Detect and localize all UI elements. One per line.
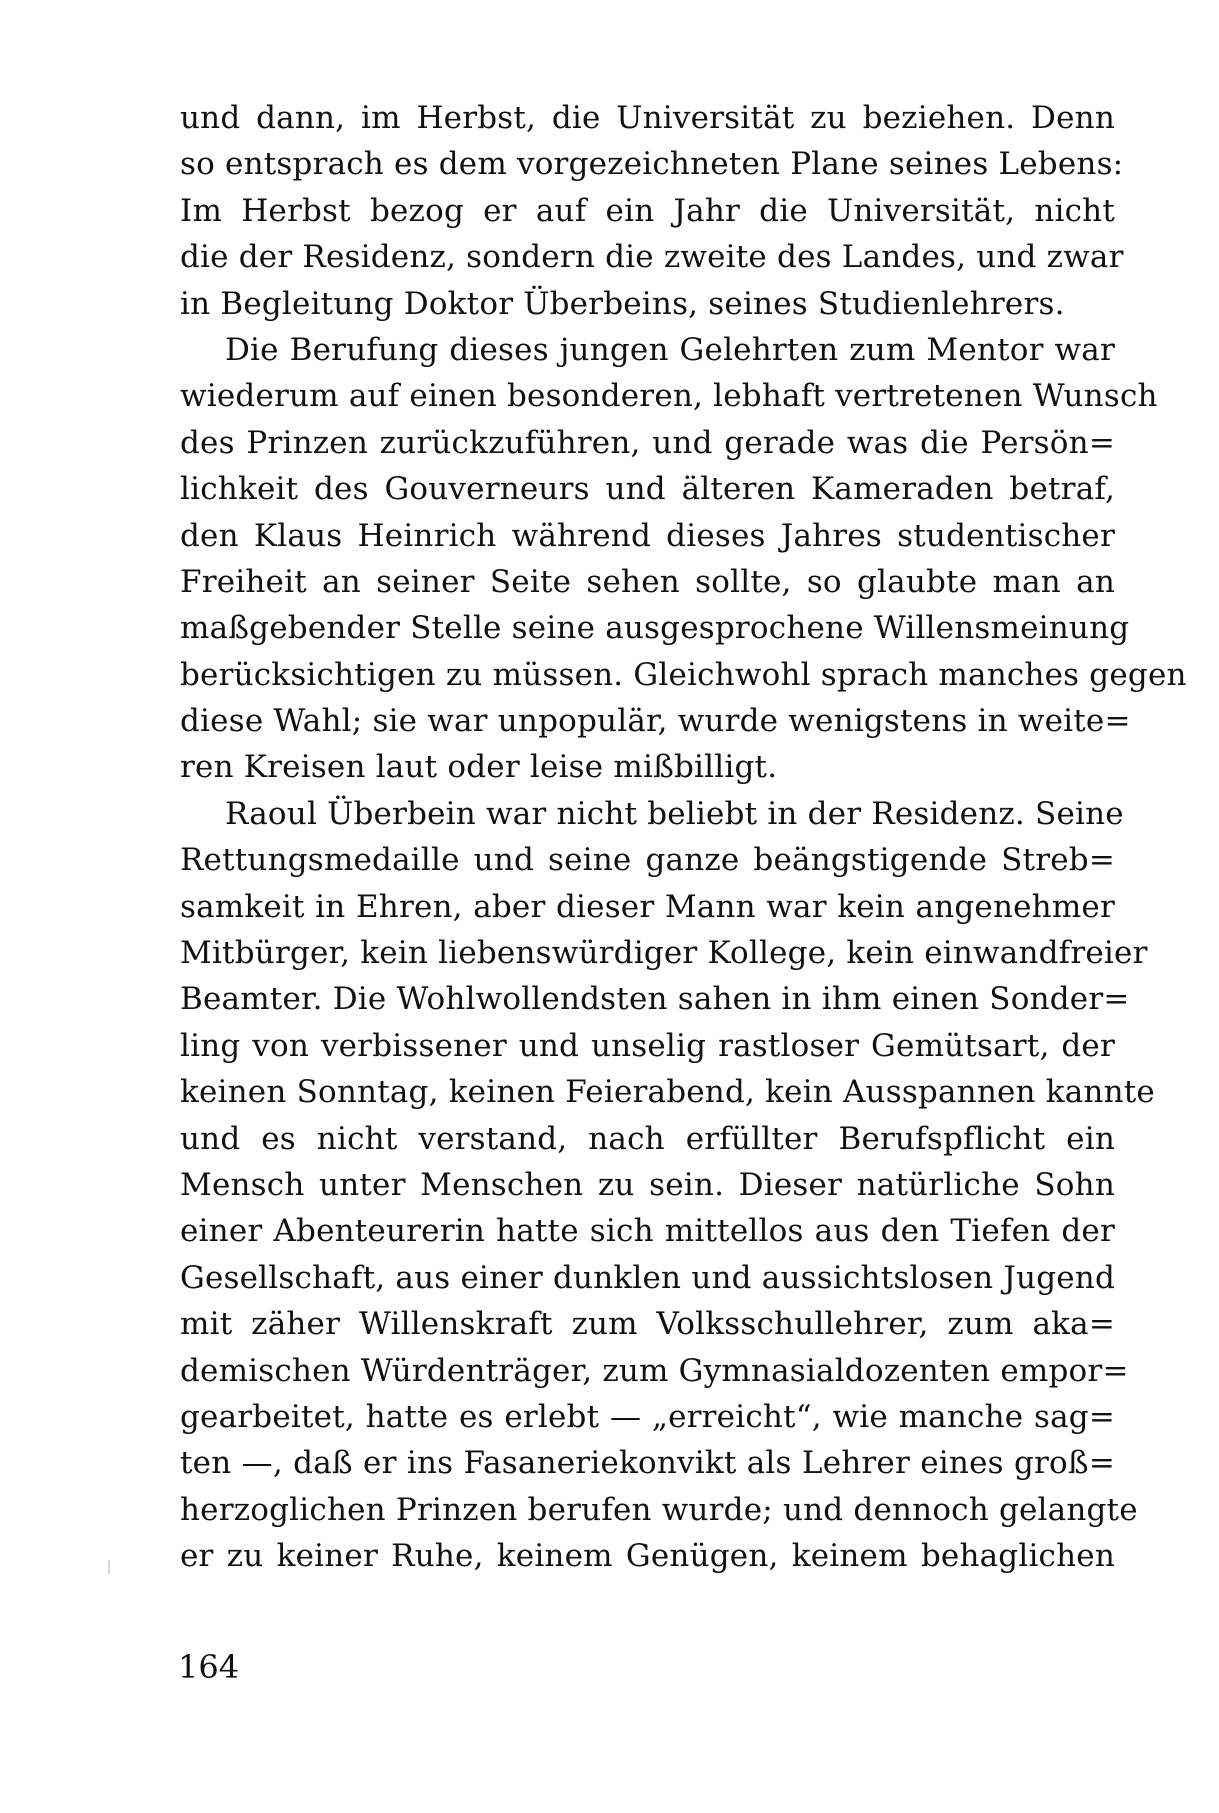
text-line: lichkeit des Gouverneurs und älteren Kameraden betraf,	[180, 471, 1115, 508]
text-line: Freiheit an seiner Seite sehen sollte, so glaubte man an	[180, 563, 1115, 600]
text-line: Mitbürger, kein liebenswürdiger Kollege, kein einwandfreier	[180, 935, 1148, 972]
scan-mark	[108, 1560, 110, 1574]
text-line: demischen Würdenträger, zum Gymnasialdozenten empor=	[180, 1352, 1129, 1389]
text-line: herzoglichen Prinzen berufen wurde; und dennoch gelangte	[180, 1491, 1138, 1528]
text-line: und dann, im Herbst, die Universität zu beziehen. Denn	[180, 100, 1115, 136]
text-line: keinen Sonntag, keinen Feierabend, kein Ausspannen kannte	[180, 1074, 1155, 1111]
text-line: samkeit in Ehren, aber dieser Mann war kein angenehmer	[180, 888, 1115, 925]
text-line: er zu keiner Ruhe, keinem Genügen, keinem behaglichen	[180, 1538, 1115, 1575]
page-number: 164	[178, 1648, 240, 1686]
text-line: Raoul Überbein war nicht beliebt in der Residenz. Seine	[225, 795, 1124, 832]
text-line: die der Residenz, sondern die zweite des Landes, und zwar	[180, 239, 1124, 276]
text-line: Die Berufung dieses jungen Gelehrten zum Mentor war	[225, 331, 1115, 368]
text-line: ten —, daß er ins Fasaneriekonvikt als Lehrer eines groß=	[180, 1445, 1115, 1482]
text-line: ren Kreisen laut oder leise mißbilligt.	[180, 749, 778, 786]
text-line: maßgebender Stelle seine ausgesprochene Willensmeinung	[180, 610, 1130, 647]
text-line: ling von verbissener und unselig rastloser Gemütsart, der	[180, 1027, 1115, 1064]
text-line: und es nicht verstand, nach erfüllter Berufspflicht ein	[180, 1120, 1115, 1157]
text-line: wiederum auf einen besonderen, lebhaft vertretenen Wunsch	[180, 378, 1158, 415]
text-line: einer Abenteurerin hatte sich mittellos aus den Tiefen der	[180, 1213, 1115, 1250]
body-text	[180, 95, 1187, 1580]
text-line: Rettungsmedaille und seine ganze beängstigende Streb=	[180, 842, 1115, 879]
text-line: in Begleitung Doktor Überbeins, seines Studienlehrers.	[180, 285, 1065, 322]
text-line: mit zäher Willenskraft zum Volksschullehrer, zum aka=	[180, 1306, 1115, 1343]
text-line: den Klaus Heinrich während dieses Jahres studentischer	[180, 517, 1115, 554]
text-line: Gesellschaft, aus einer dunklen und aussichtslosen Jugend	[180, 1259, 1115, 1296]
text-line: diese Wahl; sie war unpopulär, wurde wenigstens in weite=	[180, 703, 1131, 740]
text-line: berücksichtigen zu müssen. Gleichwohl sprach manches gegen	[180, 656, 1187, 693]
text-line: Beamter. Die Wohlwollendsten sahen in ihm einen Sonder=	[180, 981, 1130, 1018]
text-line: gearbeitet, hatte es erlebt — „erreicht“, wie manche sag=	[180, 1398, 1115, 1435]
text-line: Im Herbst bezog er auf ein Jahr die Universität, nicht	[180, 192, 1115, 229]
text-line: Mensch unter Menschen zu sein. Dieser natürliche Sohn	[180, 1166, 1115, 1203]
text-line: so entsprach es dem vorgezeichneten Plane seines Lebens:	[180, 146, 1124, 183]
text-line: des Prinzen zurückzuführen, und gerade was die Persön=	[180, 424, 1115, 461]
